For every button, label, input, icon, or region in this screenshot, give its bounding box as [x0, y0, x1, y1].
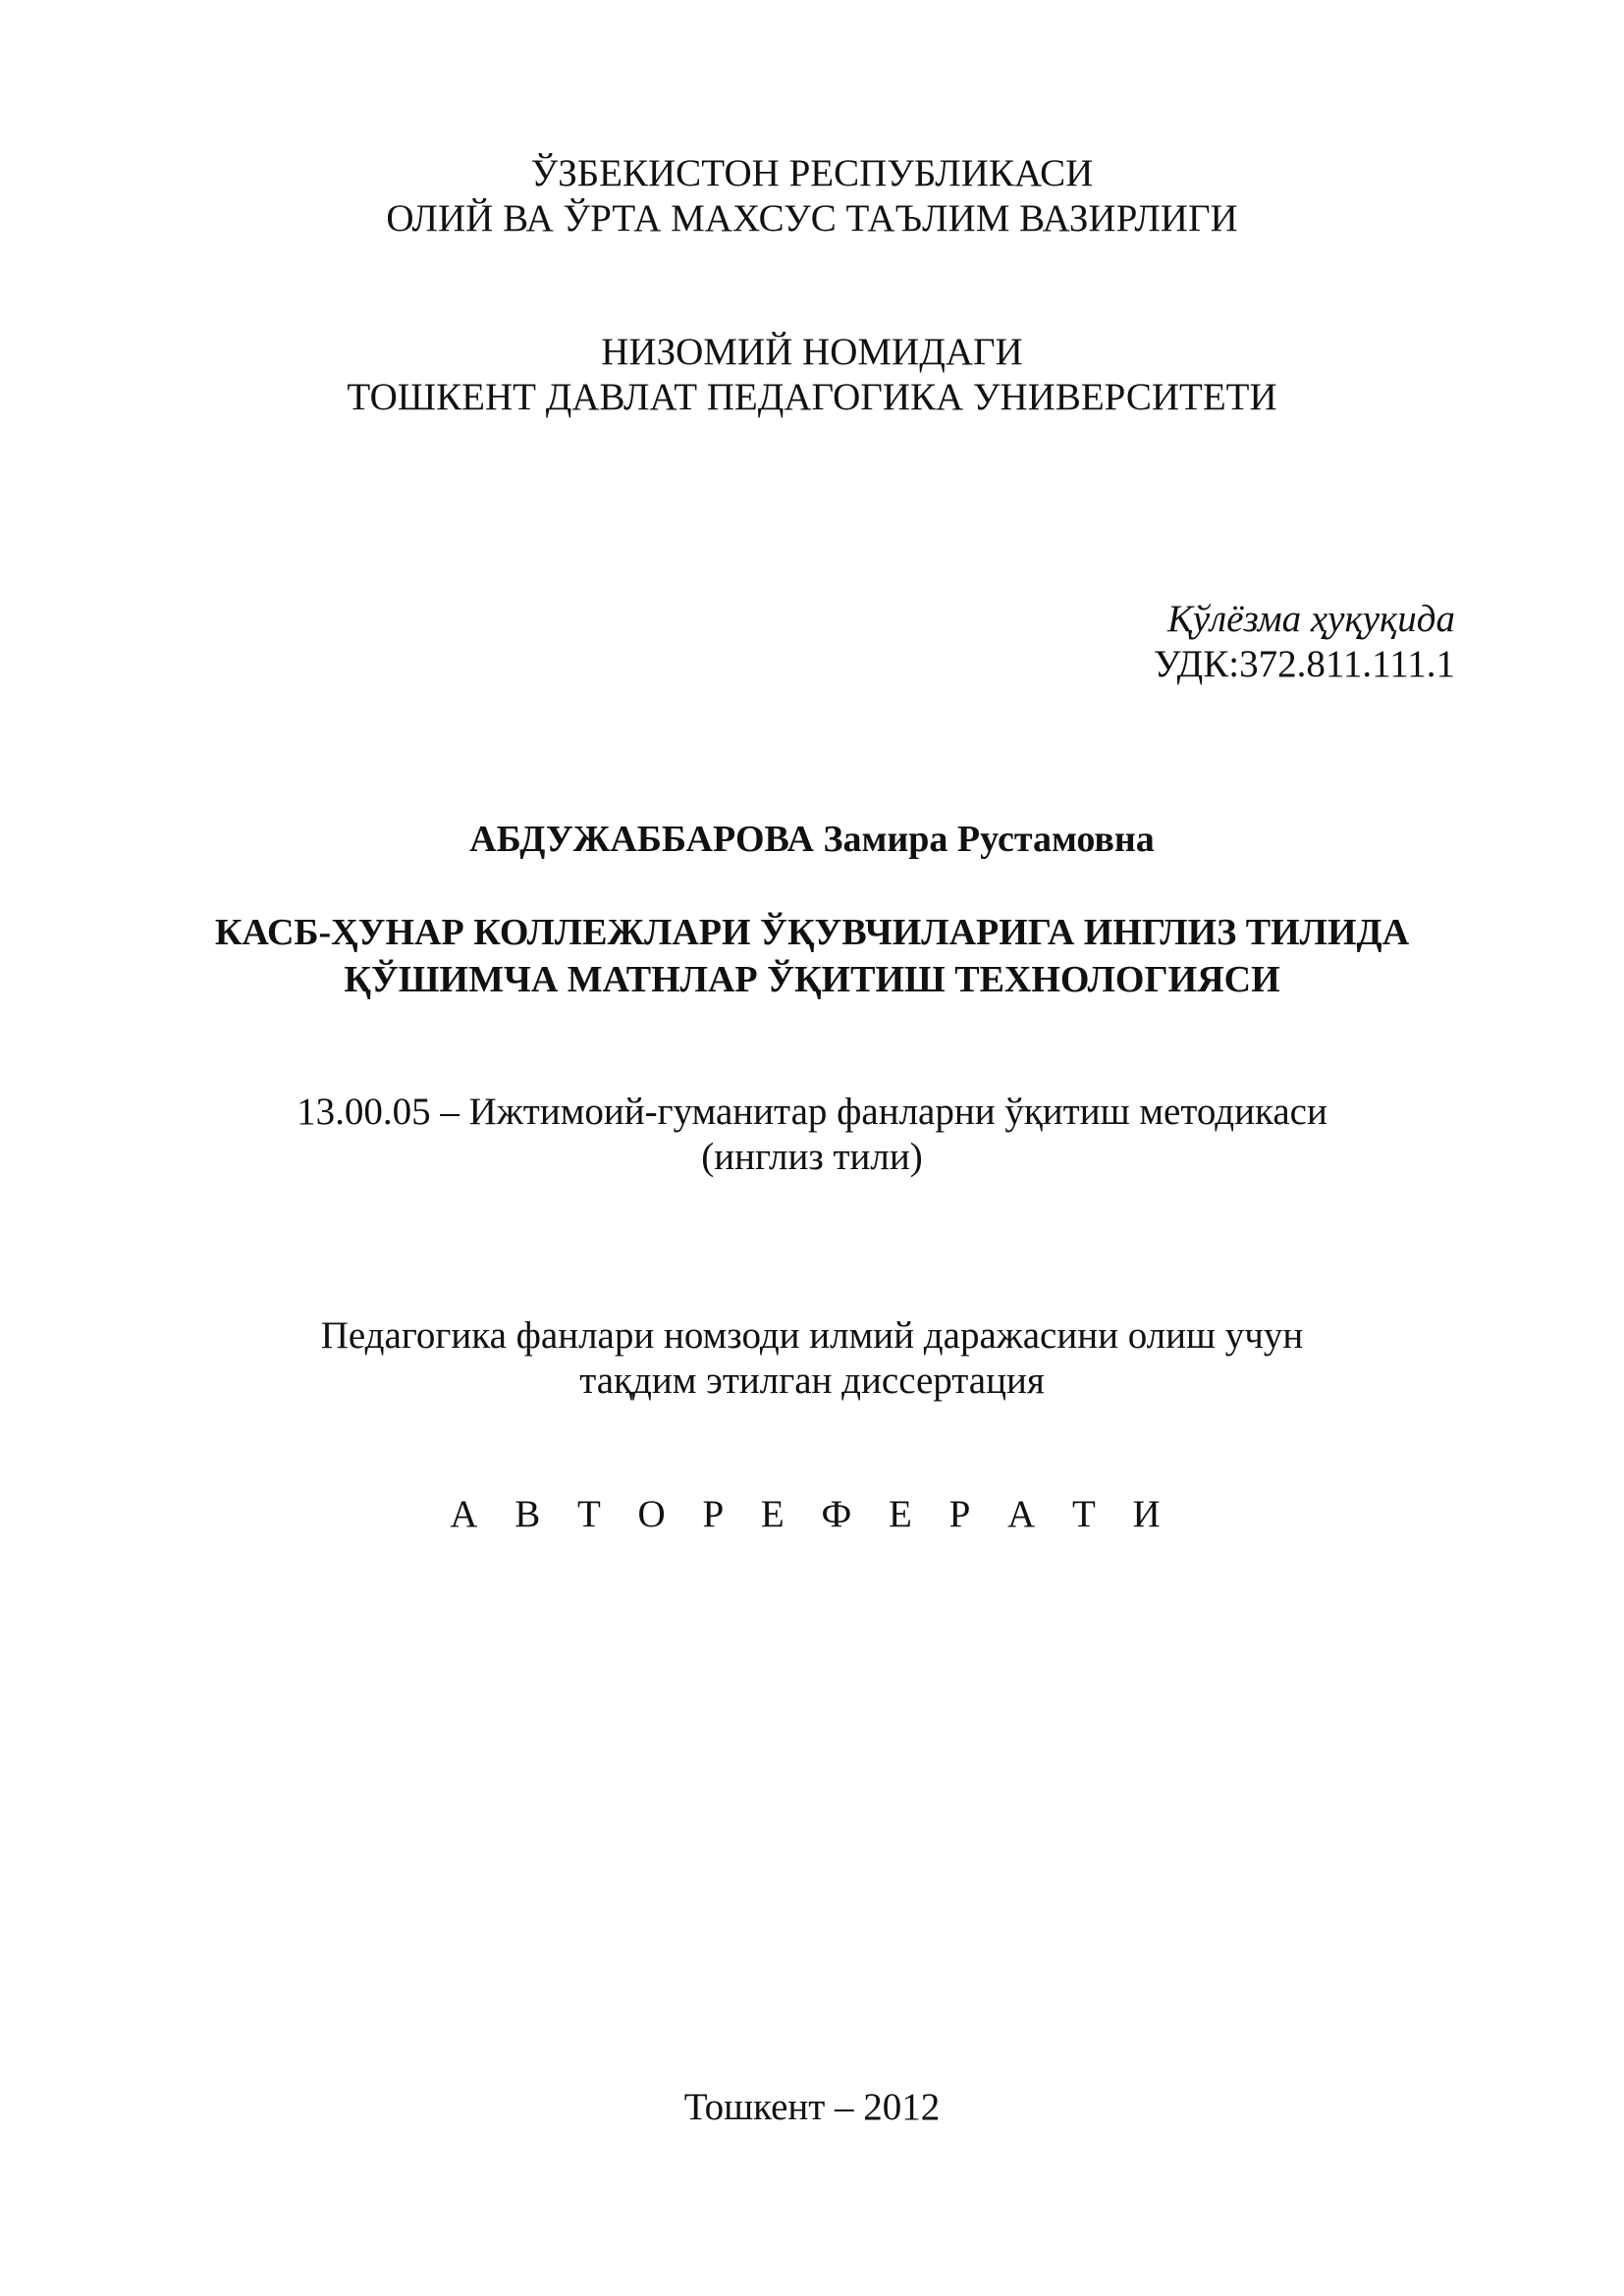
- document-type: [0, 1492, 1624, 1537]
- country-line: ЎЗБЕКИСТОН РЕСПУБЛИКАСИ: [530, 152, 1094, 194]
- specialty-language: (инглиз тили): [701, 1136, 923, 1178]
- specialty-line: 13.00.05 – Ижтимоий-гуманитар фанларни ўқитиш методикаси: [297, 1091, 1327, 1133]
- classification-block: [1154, 597, 1455, 687]
- city-year: Тошкент – 2012: [683, 2086, 941, 2128]
- degree-line: тақдим этилган диссертация: [579, 1360, 1045, 1402]
- specialty-code: [0, 1090, 1624, 1180]
- manuscript-rights: Қўлёзма ҳуқуқида: [1166, 598, 1455, 640]
- author-surname: АБДУЖАББАРОВА: [469, 819, 814, 860]
- abstract-label: А В Т О Р Е Ф Е Р А Т И: [450, 1493, 1174, 1535]
- university-heading: [0, 330, 1624, 420]
- degree-line: Педагогика фанлари номзоди илмий даражасини олиш учун: [320, 1314, 1304, 1357]
- ministry-line: ОЛИЙ ВА ЎРТА МАХСУС ТАЪЛИМ ВАЗИРЛИГИ: [386, 197, 1238, 240]
- thesis-title: [0, 909, 1624, 1003]
- thesis-title-line: КАСБ-ҲУНАР КОЛЛЕЖЛАРИ ЎҚУВЧИЛАРИГА ИНГЛИЗ ТИЛИДА: [214, 912, 1410, 953]
- university-name-prefix: НИЗОМИЙ НОМИДАГИ: [601, 331, 1023, 373]
- university-name: ТОШКЕНТ ДАВЛАТ ПЕДАГОГИКА УНИВЕРСИТЕТИ: [347, 376, 1277, 418]
- ministry-heading: [0, 151, 1624, 241]
- author-name: [0, 817, 1624, 862]
- author-given-names: Замира Рустамовна: [823, 819, 1155, 860]
- udc-code: УДК:372.811.111.1: [1153, 643, 1455, 685]
- thesis-title-line: ҚЎШИМЧА МАТНЛАР ЎҚИТИШ ТЕХНОЛОГИЯСИ: [344, 959, 1280, 1000]
- place-year: [0, 2085, 1624, 2130]
- degree-statement: [0, 1313, 1624, 1404]
